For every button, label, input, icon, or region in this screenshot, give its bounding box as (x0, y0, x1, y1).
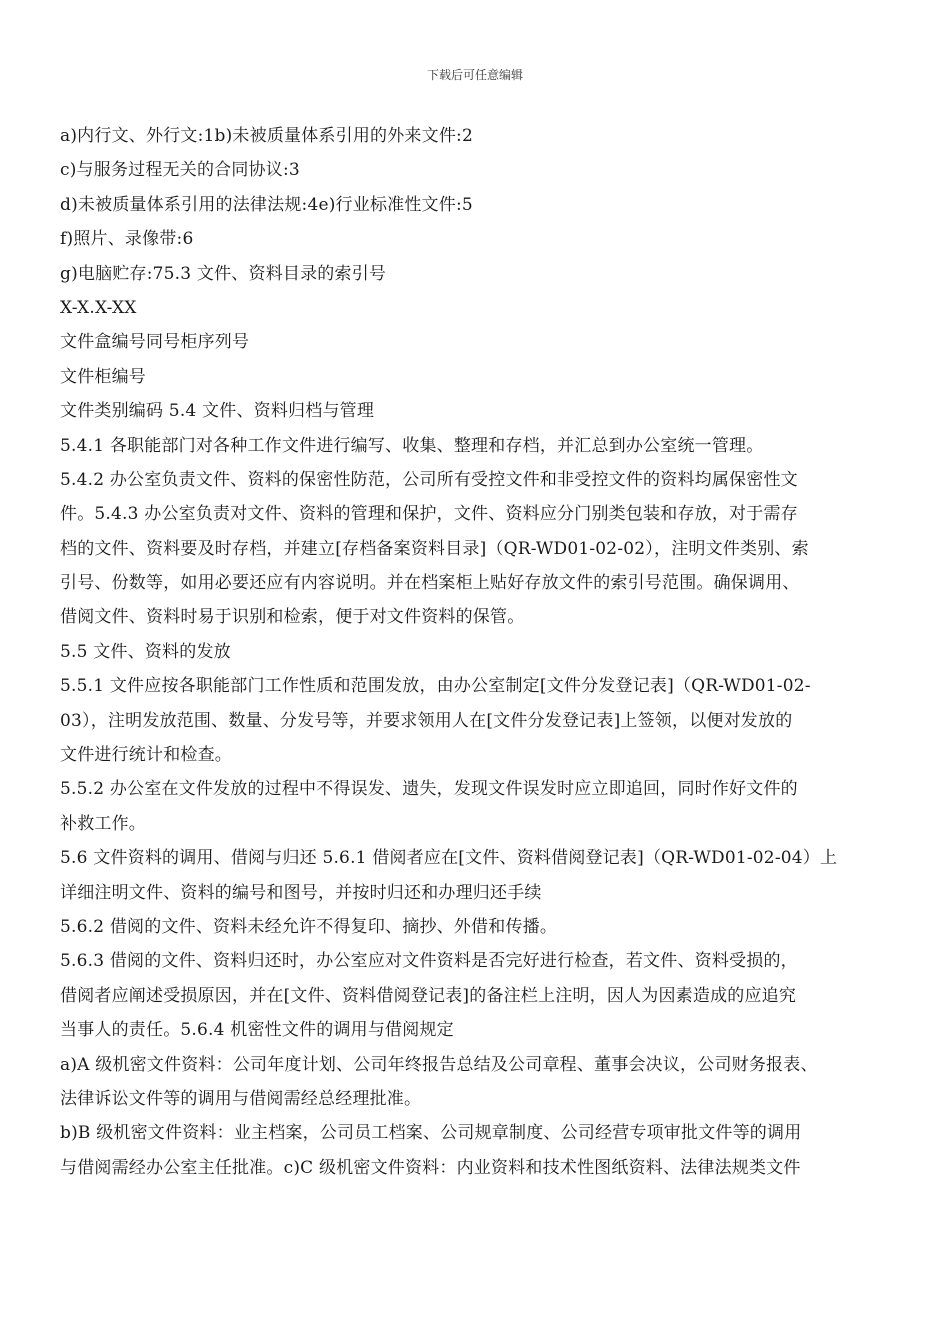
text-line: 5.6 文件资料的调用、借阅与归还 5.6.1 借阅者应在[文件、资料借阅登记表]（QR-WD01-02-04）上 (60, 848, 838, 869)
text-line: 5.5 文件、资料的发放 (60, 641, 231, 662)
text-line: 借阅文件、资料时易于识别和检索，便于对文件资料的保管。 (60, 607, 525, 628)
text-line: 5.6.2 借阅的文件、资料未经允许不得复印、摘抄、外借和传播。 (60, 916, 558, 937)
text-line: 借阅者应阐述受损原因，并在[文件、资料借阅登记表]的备注栏上注明，因人为因素造成的应追究 (60, 985, 797, 1006)
text-line: 5.6.3 借阅的文件、资料归还时，办公室应对文件资料是否完好进行检查，若文件、资料受损的， (60, 951, 798, 972)
text-line: c)与服务过程无关的合同协议:3 (60, 160, 300, 181)
text-line: 法律诉讼文件等的调用与借阅需经总经理批准。 (60, 1088, 422, 1109)
text-line: d)未被质量体系引用的法律法规:4e)行业标准性文件:5 (60, 194, 473, 215)
text-line: 当事人的责任。5.6.4 机密性文件的调用与借阅规定 (60, 1020, 454, 1041)
text-line: 5.4.2 办公室负责文件、资料的保密性防范，公司所有受控文件和非受控文件的资料均属保密性文 (60, 469, 798, 490)
text-line: a)内行文、外行文:1b)未被质量体系引用的外来文件:2 (60, 126, 473, 146)
text-line: 档的文件、资料要及时存档，并建立[存档备案资料目录]（QR-WD01-02-02），注明文件类别、索 (60, 538, 809, 559)
text-line: 文件进行统计和检查。 (60, 745, 232, 766)
text-line: g)电脑贮存:75.3 文件、资料目录的索引号 (60, 263, 387, 284)
text-line: 与借阅需经办公室主任批准。c)C 级机密文件资料：内业资料和技术性图纸资料、法律法规类文件 (60, 1157, 801, 1178)
text-line: 5.4.1 各职能部门对各种工作文件进行编写、收集、整理和存档，并汇总到办公室统一管理。 (60, 435, 764, 456)
text-line: 文件类别编码 5.4 文件、资料归档与管理 (60, 401, 375, 422)
text-line: 补救工作。 (60, 813, 146, 834)
text-line: 03），注明发放范围、数量、分发号等，并要求领用人在[文件分发登记表]上签领，以便对发放的 (60, 710, 793, 731)
text-line: b)B 级机密文件资料：业主档案，公司员工档案、公司规章制度、公司经营专项审批文件等的调用 (60, 1123, 802, 1144)
text-line: 件。5.4.3 办公室负责对文件、资料的管理和保护，文件、资料应分门别类包装和存放，对于需存 (60, 504, 798, 525)
text-line: X-X.X-XX (60, 297, 137, 318)
text-line: 文件柜编号 (60, 366, 146, 387)
text-line: 5.5.2 办公室在文件发放的过程中不得误发、遗失，发现文件误发时应立即追回，同时作好文件的 (60, 779, 798, 800)
text-line: 引号、份数等，如用必要还应有内容说明。并在档案柜上贴好存放文件的索引号范围。确保调用、 (60, 573, 800, 594)
page-header: 下载后可任意编辑 (426, 68, 523, 82)
text-line: 5.5.1 文件应按各职能部门工作性质和范围发放，由办公室制定[文件分发登记表]（QR-WD01-02- (60, 676, 811, 697)
text-line: 文件盒编号同号柜序列号 (60, 332, 250, 353)
document-body (60, 124, 890, 1190)
text-line: a)A 级机密文件资料：公司年度计划、公司年终报告总结及公司章程、董事会决议，公司财务报表、 (60, 1054, 818, 1075)
text-line: f)照片、录像带:6 (60, 229, 194, 250)
text-line: 详细注明文件、资料的编号和图号，并按时归还和办理归还手续 (60, 882, 542, 903)
